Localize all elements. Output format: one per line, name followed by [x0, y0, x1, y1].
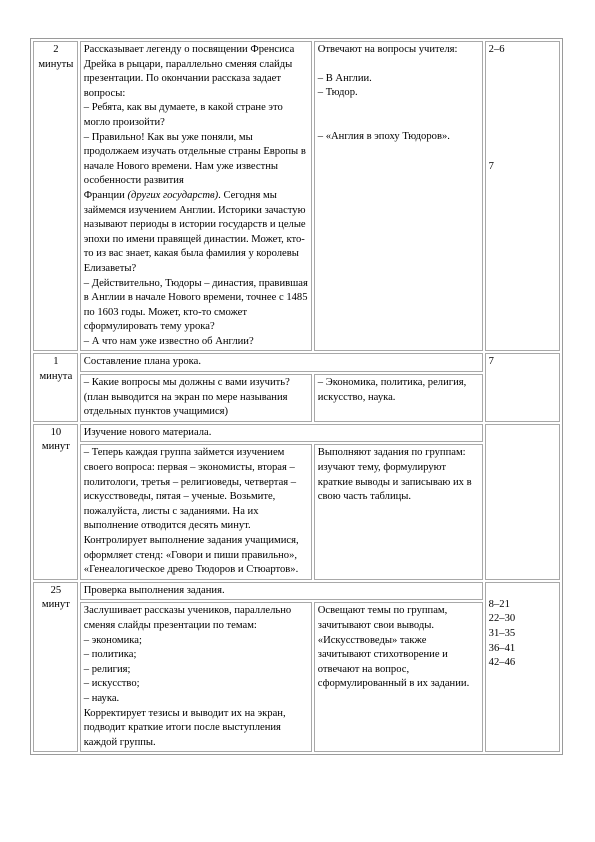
- teacher-text-mixed: [84, 189, 309, 277]
- student-text: – В Англии.: [317, 72, 372, 84]
- slide-range: 2–6: [488, 44, 505, 55]
- table-row: [33, 353, 560, 372]
- time-cell: [33, 582, 78, 753]
- stage-title-cell: [80, 424, 483, 443]
- teacher-text: Рассказывает легенду о посвящении Френсиса Дрейка в рыцари, параллельно сменяя слайды презентации. По окончании рассказа задает вопросы:: [83, 44, 295, 99]
- slides-cell: [485, 582, 560, 753]
- teacher-activity-cell: [80, 374, 312, 422]
- stage-title-cell: [80, 582, 483, 601]
- table-row: [33, 602, 560, 752]
- slide-range: 8–21: [488, 598, 510, 610]
- table-row: [33, 41, 560, 351]
- lesson-plan-table: [30, 38, 563, 755]
- stage-title-cell: [80, 353, 483, 372]
- table-row: [33, 444, 560, 579]
- student-text: Отвечают на вопросы учителя:: [317, 44, 458, 55]
- student-activity-cell: [314, 41, 483, 351]
- student-text: – Экономика, политика, религия, искусство, наука.: [317, 377, 467, 403]
- teacher-text: – Ребята, как вы думаете, в какой стране это могло произойти?: [83, 102, 283, 128]
- teacher-text: – политика;: [83, 649, 137, 661]
- time-unit: минуты: [38, 58, 74, 70]
- time-unit: минут: [41, 441, 70, 453]
- teacher-text: – А что нам уже известно об Англии?: [83, 335, 254, 347]
- teacher-text: – Действительно, Тюдоры – династия, правившая в Англии в начале Нового времени, точнее с 1485 по 1603 годы. Может, кто-то сможет сформулировать тему урока?: [83, 277, 308, 333]
- teacher-text: – искусство;: [83, 678, 140, 690]
- stage-title: Изучение нового материала.: [83, 426, 212, 438]
- teacher-activity-cell: [80, 41, 312, 351]
- student-text: Выполняют задания по группам: изучают тему, формулируют краткие выводы и записываю их в свою часть таблицы.: [317, 447, 472, 503]
- slide-range: 7: [488, 356, 494, 368]
- slides-cell: [485, 353, 560, 421]
- time-cell: [33, 424, 78, 580]
- teacher-text: . Сегодня мы займемся изучением Англии. Историки зачастую называют периоды в истории государств и целые эпохи по имени правящей династии. Может, кто-то из вас знает, какая была фамилия у королевы Елизаветы?: [83, 189, 306, 274]
- teacher-text: Заслушивает рассказы учеников, параллельно сменяя слайды презентации по темам:: [83, 605, 292, 631]
- student-activity-cell: [314, 602, 483, 752]
- teacher-text: – религия;: [83, 663, 131, 675]
- teacher-text: – экономика;: [83, 634, 142, 646]
- time-cell: [33, 41, 78, 351]
- slides-cell: [485, 424, 560, 580]
- stage-title: Проверка выполнения задания.: [83, 584, 225, 596]
- teacher-activity-cell: [80, 602, 312, 752]
- slide-range: 36–41: [488, 642, 516, 654]
- time-value: 10: [50, 426, 62, 438]
- student-text: – Тюдор.: [317, 87, 358, 99]
- student-activity-cell: [314, 444, 483, 579]
- table-row: [33, 424, 560, 443]
- teacher-text: – Теперь каждая группа займется изучением своего вопроса: первая – экономисты, вторая – политологи, третья – религиоведы, четвертая – искусствоведы, пятая – ученые. Возьмите, пожалуйста, листы с заданиями. На их выполнение отводится десять минут. Контролирует выполнение задания учащимися, оформляет стенд: «Говори и пиши правильно», «Генеалогическое древо Тюдоров и Стюартов».: [83, 447, 299, 576]
- slide-range: 7: [488, 160, 494, 172]
- teacher-text: Корректирует тезисы и выводит их на экран, подводит краткие итоги после выступления каждой группы.: [83, 707, 286, 748]
- student-activity-cell: [314, 374, 483, 422]
- time-value: 2: [53, 44, 59, 55]
- teacher-text: Франции: [83, 189, 128, 201]
- slide-range: 42–46: [488, 657, 516, 669]
- stage-title: Составление плана урока.: [83, 356, 202, 368]
- time-unit: минута: [39, 371, 73, 383]
- slide-range: 31–35: [488, 627, 516, 639]
- table-row: [33, 374, 560, 422]
- time-value: 1: [53, 356, 59, 368]
- table-row: [33, 582, 560, 601]
- student-text: – «Англия в эпоху Тюдоров».: [317, 130, 450, 142]
- time-cell: [33, 353, 78, 421]
- time-value: 25: [50, 584, 62, 596]
- slide-range: 22–30: [488, 613, 516, 625]
- time-unit: минут: [41, 599, 70, 611]
- teacher-text: – Какие вопросы мы должны с вами изучить? (план выводится на экран по мере называния отдельных пунктов учащимися): [83, 377, 290, 418]
- teacher-text: – наука.: [83, 692, 120, 704]
- slides-cell: [485, 41, 560, 351]
- teacher-text-italic: (других государств): [127, 189, 219, 201]
- teacher-activity-cell: [80, 444, 312, 579]
- student-text: Освещают темы по группам, зачитывают свои выводы. «Искусствоведы» также зачитывают стихотворение и отвечают на вопрос, сформулированный в их задании.: [317, 605, 470, 690]
- teacher-text: – Правильно! Как вы уже поняли, мы продолжаем изучать отдельные страны Европы в начале Нового времени. Нам уже известны особенности развития: [83, 131, 306, 187]
